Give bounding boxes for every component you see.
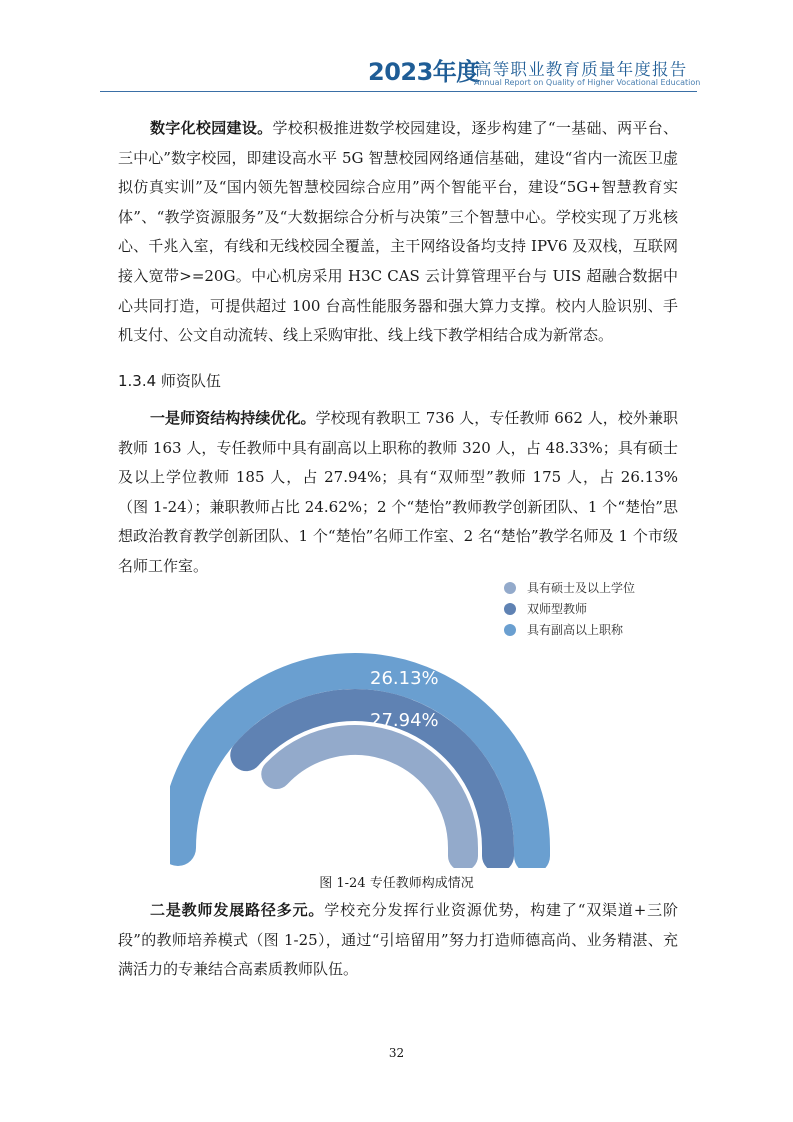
chart-caption: 图 1-24 专任教师构成情况 — [319, 876, 474, 891]
header-subtitle: Annual Report on Quality of Higher Vocational Education — [474, 78, 701, 87]
paragraph-teacher-development — [118, 896, 678, 985]
legend-swatch — [504, 582, 516, 594]
section-heading: 1.3.4 师资队伍 — [118, 372, 221, 390]
paragraph-digital-campus — [118, 114, 678, 351]
paragraph-body: 学校积极推进数学校园建设，逐步构建了“一基础、两平台、三中心”数字校园，即建设高水平 5G 智慧校园网络通信基础，建设“省内一流医卫虚拟仿真实训”及“国内领先智慧校园综合应用”两个智能平台，建设“5G+智慧教育实体”、“教学资源服务”及“大数据综合分析与决策”三个智慧中心。学校实现了万兆核心、千兆入室，有线和无线校园全覆盖，主干网络设备均支持 IPV6 及双栈，互联网接入宽带>=20G。中心机房采用 H3C CAS 云计算管理平台与 UIS 超融合数据中心共同打造，可提供超过 100 台高性能服务器和强大算力支撑。校内人脸识别、手机支付、公文自动流转、线上采购审批、线上线下教学相结合成为新常态。 — [118, 119, 678, 345]
legend-label: 双师型教师 — [527, 602, 588, 616]
chart-arcs — [178, 671, 532, 856]
header-year: 2023年度 — [368, 58, 480, 86]
legend-swatch — [504, 603, 516, 615]
faculty-composition-chart — [170, 578, 680, 868]
value-label: 26.13% — [370, 668, 439, 689]
header-divider — [100, 91, 697, 92]
paragraph-lead: 数字化校园建设。 — [150, 119, 273, 137]
paragraph-lead: 一是师资结构持续优化。 — [150, 409, 316, 427]
chart-legend — [504, 580, 635, 637]
header-title: 高等职业教育质量年度报告 — [475, 60, 688, 79]
page-number: 32 — [388, 1046, 405, 1060]
legend-swatch — [504, 624, 516, 636]
value-label: 48.33% — [348, 632, 417, 653]
arc-masters-degree — [276, 740, 463, 856]
paragraph-faculty-structure — [118, 404, 678, 582]
paragraph-lead: 二是教师发展路径多元。 — [150, 901, 325, 919]
report-header — [0, 0, 793, 95]
paragraph-body: 学校充分发挥行业资源优势，构建了“双渠道+三阶段”的教师培养模式（图 1-25），通过“引培留用”努力打造师德高尚、业务精湛、充满活力的专兼结合高素质教师队伍。 — [118, 901, 678, 979]
paragraph-body: 学校现有教职工 736 人，专任教师 662 人，校外兼职教师 163 人，专任教师中具有副高以上职称的教师 320 人，占 48.33%；具有硕士及以上学位教师 185 人，占 27.94%；具有“双师型”教师 175 人，占 26.13%（图 1-24）；兼职教师占比 24.62%；2 个“楚怡”教师教学创新团队、1 个“楚怡”思想政治教育教学创新团队、1 个“楚怡”名师工作室、2 名“楚怡”教学名师及 1 个市级名师工作室。 — [118, 409, 678, 575]
legend-label: 具有副高以上职称 — [527, 623, 624, 637]
legend-label: 具有硕士及以上学位 — [527, 581, 636, 595]
value-label: 27.94% — [370, 710, 439, 731]
